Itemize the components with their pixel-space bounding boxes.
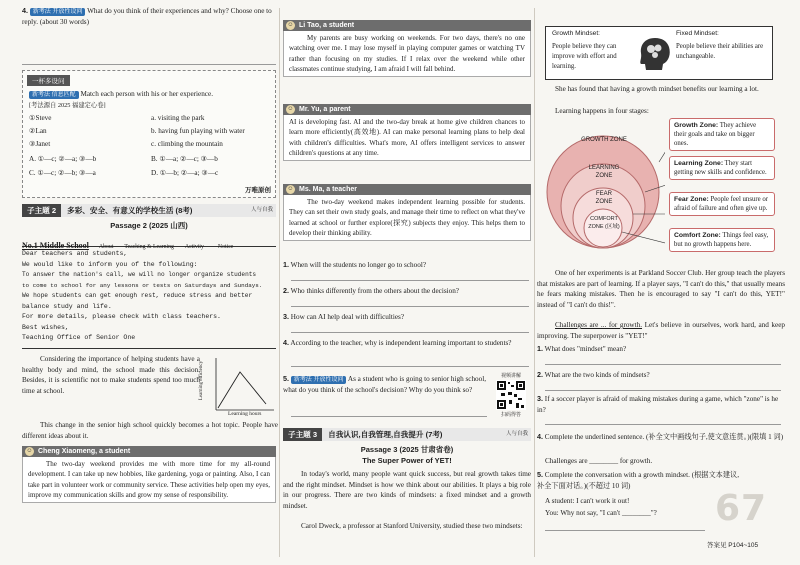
- zone-title: Growth Zone:: [674, 122, 719, 129]
- efficiency-graph: [199, 354, 276, 420]
- speaker-name: Cheng Xiaomeng, a student: [38, 448, 131, 455]
- question-number: 4.: [537, 432, 543, 441]
- notice-line: Best wishes,: [22, 323, 69, 331]
- passage-title: Passage 3 (2025 甘肃省卷): [360, 445, 454, 454]
- zone-text: People feel unsure or afraid of failure and often give up.: [674, 196, 769, 212]
- speaker-text: The two-day weekend makes independent learning possible for students. They can set their own study goals, and manage their time to reflect on what they've learned at school or further explore(探究) subjects they enjoy. This helps them to develop their thinking ability.: [283, 195, 531, 241]
- match-tag: 新考法 信息匹配: [29, 91, 79, 99]
- question-text: What does "mindset" mean?: [544, 345, 627, 353]
- question-number: 2.: [283, 286, 289, 295]
- nav-activity[interactable]: Activity: [184, 244, 204, 250]
- question-2: [283, 286, 531, 297]
- zone-text: They achieve their goals and take on bigger ones.: [674, 122, 757, 147]
- speaker-name: Li Tao, a student: [299, 22, 355, 29]
- growth-mindset-title: Growth Mindset:: [552, 30, 601, 37]
- brain-head-icon: [636, 35, 674, 73]
- passage-paragraph: Considering the importance of helping students have a healthy body and mind, the school made this decision. Besides, it is scientific not to make students spend too much time at school.: [22, 355, 200, 395]
- speaker-icon: ☺: [26, 448, 33, 454]
- option-a[interactable]: A. ①—c; ②—a; ③—b: [29, 155, 97, 163]
- speaker-card-2: [283, 20, 531, 77]
- question-number: 5.: [537, 470, 543, 479]
- speaker-icon: ☺: [287, 106, 294, 112]
- passage-paragraph: In today's world, many people want quick success, but real growth takes time and the right mindset. Mindset is how we think about our abilities. It plays a big role in our progress. There are two kinds of mindsets: a fixed mindset and a growth mindset.: [283, 470, 531, 510]
- underlined-sentence: Challenges are ... for growth.: [555, 321, 643, 329]
- question-tag: 新考法 开放性设问: [30, 8, 86, 16]
- notice-body: [22, 249, 278, 344]
- section-title: 自我认识,自我管理,自我提升 (7考): [328, 430, 443, 439]
- speaker-name: Ms. Ma, a teacher: [299, 186, 357, 193]
- question-2: [537, 370, 785, 381]
- answer-line[interactable]: [545, 522, 705, 531]
- speaker-header: [283, 20, 531, 31]
- speaker-header: [283, 104, 531, 115]
- speaker-header: [283, 184, 531, 195]
- qr-code-icon[interactable]: [496, 380, 526, 410]
- notice-line: For more details, please check with class teachers.: [22, 313, 221, 320]
- question-1: [283, 260, 531, 271]
- column-separator: [534, 8, 535, 557]
- question-4: [22, 6, 278, 27]
- zone-learning: [669, 156, 775, 180]
- answer-reference: 答案见 P104~105: [707, 542, 759, 549]
- zone-text: Things feel easy, but no growth happens here.: [674, 232, 769, 248]
- section-title: 多彩、安全、有意义的学校生活 (8考): [67, 206, 193, 215]
- column-separator: [279, 8, 280, 557]
- answer-line[interactable]: [545, 356, 781, 365]
- question-text: How can AI help deal with difficulties?: [290, 313, 405, 321]
- mindset-box: [545, 26, 773, 80]
- qr-label: 扫码得答: [500, 412, 521, 418]
- passage-paragraph: [537, 320, 785, 341]
- question-text: If a soccer player is afraid of making mistakes during a game, which "zone" is he in?: [537, 395, 779, 414]
- notice-line: balance study and life.: [22, 302, 112, 310]
- question-text: When will the students no longer go to school?: [290, 261, 427, 269]
- school-name: No.1 Middle School: [22, 241, 89, 250]
- nav-teaching[interactable]: Teaching & Learning: [124, 244, 174, 250]
- experience-item: a. visiting the park: [151, 114, 205, 122]
- question-number: 1.: [537, 344, 543, 353]
- question-number: 3.: [283, 312, 289, 321]
- section-sub: 人与自我: [505, 431, 528, 437]
- fixed-mindset-text: People believe their abilities are unchangeable.: [676, 43, 764, 60]
- passage-paragraph: She has found that having a growth mindset benefits our learning a lot.: [555, 85, 759, 93]
- notice-line: We hope students can get enough rest, reduce stress and better: [22, 292, 253, 299]
- passage-paragraph: This change in the senior high school quickly becomes a hot topic. People have different ideas about it.: [22, 421, 278, 440]
- person-item: ③Janet: [29, 140, 51, 148]
- notice-line: Dear teachers and students,: [22, 250, 128, 257]
- fill-in-blank[interactable]: Challenges are ________ for growth.: [545, 457, 653, 465]
- zone-title: Learning Zone:: [674, 160, 724, 167]
- zone-title: Fear Zone:: [674, 196, 709, 203]
- speaker-text: The two-day weekend provides me with more time for my all-round development. I can take up new hobbies, like gardening, yoga or painting. Also, I can take part in volunteer work or community service. These activities help open my eyes, improve my communication skills and grow my sense of responsibility.: [22, 457, 276, 503]
- graph-curve: [218, 372, 266, 408]
- column-right: [537, 0, 787, 565]
- notice-line: To answer the nation's call, we will no longer organize students: [22, 271, 257, 278]
- question-text: What do you think of their experiences and why? Choose one to reply. (about 30 words): [22, 7, 272, 26]
- section-label: 子主题 3: [283, 428, 322, 441]
- section-3-bar: [283, 428, 531, 441]
- fear-zone-label: FEAR ZONE: [595, 191, 613, 205]
- zone-growth: [669, 118, 775, 151]
- paragraph-end: Let's believe in ourselves, work hard, and keep improving. The superpower is "YET!": [537, 321, 785, 340]
- question-3: [537, 394, 785, 415]
- school-navbar: [22, 235, 276, 250]
- page-number: 67: [715, 488, 768, 529]
- dialogue-line: A student: I can't work it out!: [545, 497, 630, 505]
- match-instruction: [29, 89, 275, 100]
- speaker-icon: ☺: [287, 22, 294, 28]
- answer-line[interactable]: [545, 382, 781, 391]
- instruction-text: Match each person with his or her experience.: [80, 90, 213, 98]
- question-5: [283, 374, 487, 395]
- growth-mindset-text: People believe they can improve with effort and learning.: [552, 43, 617, 70]
- answer-line[interactable]: [291, 324, 529, 333]
- option-c[interactable]: C. ①—c; ②—b; ③—a: [29, 169, 96, 177]
- brand-logo: 万唯原创: [245, 187, 271, 194]
- option-d[interactable]: D. ①—b; ②—a; ③—c: [151, 169, 219, 177]
- question-tag: 新考法 开放性设问: [291, 376, 347, 384]
- divider: [22, 348, 276, 349]
- practice-tag: 一杯多设问: [27, 75, 70, 86]
- zone-title: Comfort Zone:: [674, 232, 721, 239]
- zone-fear: [669, 192, 775, 216]
- speaker-card-1: [22, 446, 276, 503]
- section-sub: 人与自我: [250, 207, 273, 213]
- answer-line[interactable]: [22, 56, 276, 65]
- passage-paragraph: One of her experiments is at Parkland Soccer Club. Her group teach the players that mistakes are part of learning. If a player says, "I can't do this," that usually means he fears making mistakes. Then he is encouraged to say "I can't do this, YET!" instead of "I can't do this!".: [537, 269, 785, 309]
- experience-item: c. climbing the mountain: [151, 140, 223, 148]
- nav-notice[interactable]: Notice: [217, 244, 234, 250]
- answer-line[interactable]: [291, 272, 529, 281]
- question-text: Complete the underlined sentence. (补全文中画线句子,使文意连贯。)(限填 1 词): [544, 433, 784, 441]
- dialogue-fill[interactable]: You: Why not say, "I can't ________"?: [545, 509, 657, 517]
- question-3: [283, 312, 531, 323]
- person-item: ①Steve: [29, 114, 52, 122]
- learning-zones-diagram: [545, 118, 777, 264]
- qr-label: 视频讲解: [500, 373, 521, 379]
- section-label: 子主题 2: [22, 204, 61, 217]
- speaker-text: My parents are busy working on weekends. For two days, there's no one watching over me. I may lose myself in playing computer games or watching TV rather than focusing on my studies. If I relax over the weekend while other classmates continue studying, I am afraid I will fall behind.: [283, 31, 531, 77]
- speaker-icon: ☺: [287, 186, 294, 192]
- question-1: [537, 344, 785, 355]
- question-number: 3.: [537, 394, 543, 403]
- qr-code-block[interactable]: [493, 372, 529, 418]
- learning-zone-label: LEARNING ZONE: [588, 165, 620, 179]
- growth-zone-label: GROWTH ZONE: [581, 137, 627, 143]
- graph-x-label: Learning hours: [228, 411, 262, 417]
- column-left: [18, 0, 280, 565]
- passage-title: Passage 2 (2025 山西): [110, 221, 188, 230]
- graph-y-label: Learning efficiency: [199, 360, 205, 401]
- practice-box: [22, 70, 276, 198]
- question-text: Who thinks differently from the others about the decision?: [290, 287, 460, 295]
- fixed-mindset-title: Fixed Mindset:: [676, 30, 719, 37]
- section-2-bar: [22, 204, 276, 217]
- nav-about[interactable]: About: [98, 244, 114, 250]
- zone-comfort: [669, 228, 775, 252]
- question-text: What are the two kinds of mindsets?: [544, 371, 650, 379]
- stages-intro: Learning happens in four stages:: [555, 107, 649, 115]
- passage-paragraph: Carol Dweck, a professor at Stanford University, studied these two mindsets:: [301, 522, 523, 530]
- speaker-text: AI is developing fast. AI and the two-day break at home give children chances to learn more efficiently(高效地). AI can make personal learning plans to help deal with children's difficulties. What's more, AI offers intelligent services to answer children's questions at any time.: [283, 115, 531, 161]
- question-number: 1.: [283, 260, 289, 269]
- answer-line[interactable]: [291, 298, 529, 307]
- match-source: [考法源自 2025 福建定心卷]: [29, 102, 106, 109]
- question-5: [537, 470, 743, 491]
- zone-text: They start getting new skills and confidence.: [674, 160, 767, 176]
- answer-line[interactable]: [545, 416, 781, 425]
- question-number: 2.: [537, 370, 543, 379]
- speaker-card-3: [283, 104, 531, 161]
- question-number: 4.: [22, 6, 28, 15]
- speaker-header: [22, 446, 276, 457]
- experience-item: b. having fun playing with water: [151, 127, 245, 135]
- column-middle: [283, 0, 531, 565]
- speaker-name: Mr. Yu, a parent: [299, 106, 351, 113]
- question-text: According to the teacher, why is independent learning important to students?: [290, 339, 512, 347]
- question-4: [283, 338, 531, 349]
- option-b[interactable]: B. ①—a; ②—c; ③—b: [151, 155, 218, 163]
- passage-heading: The Super Power of YET!: [362, 456, 452, 465]
- question-text: Complete the conversation with a growth mindset. (根据文本建议,补全下面对话。)(不超过 10 词): [537, 471, 740, 490]
- person-item: ②Lan: [29, 127, 47, 135]
- question-text: As a student who is going to senior high school, what do you think of the school's decision? Why do you think so?: [283, 375, 487, 394]
- notice-line: Teaching Office of Senior One: [22, 334, 136, 341]
- comfort-zone-label: COMFORT ZONE (区域): [588, 216, 620, 230]
- notice-line: We would like to inform you of the following:: [22, 260, 198, 268]
- question-number: 5.: [283, 374, 289, 383]
- answer-line[interactable]: [291, 358, 529, 367]
- notice-line: to come to school for any lessons or tests on Saturdays and Sundays.: [22, 281, 263, 289]
- question-number: 4.: [283, 338, 289, 347]
- question-4: [537, 432, 785, 443]
- answer-line[interactable]: [291, 408, 487, 417]
- speaker-card-4: [283, 184, 531, 241]
